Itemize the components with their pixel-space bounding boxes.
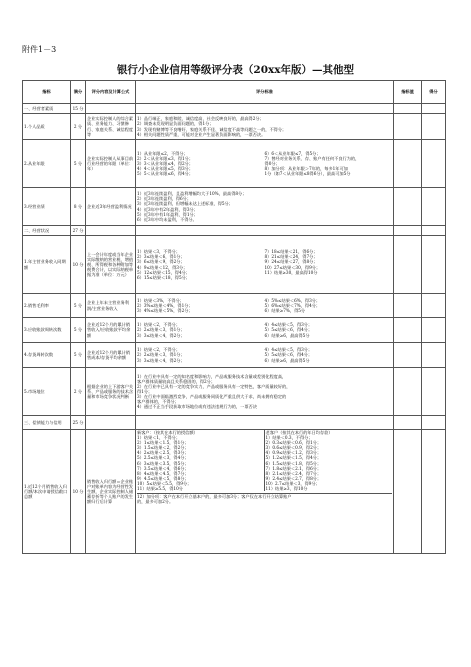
header-row [23, 81, 446, 104]
table-row [23, 368, 446, 416]
row-content: 上一会计年度或当年企业实际缴纳的营业税、增值税、所得税和各种附加等税费合计，以实际纳税单据为准（单位：万元） [86, 236, 136, 294]
row-content: 企业上年末主营业务利润/主营业务收入 [86, 294, 136, 318]
header-standard: 评分标准 [136, 81, 394, 104]
score-cell[interactable] [422, 236, 446, 294]
row-name: 1.年主营业务收入同期额 [23, 236, 71, 294]
score-cell[interactable] [422, 368, 446, 416]
row-points: 5 分 [71, 318, 86, 343]
row-content: 销售收入归行额＝企业账户对账单内容为经营性发生额，企业实际控制人储蓄存折等个人账户的发生额归行后计算 [86, 430, 136, 554]
value-cell[interactable] [394, 236, 422, 294]
section-name: 一、经营者素质 [23, 104, 71, 114]
row-points: 2 分 [71, 368, 86, 416]
table-row [23, 114, 446, 140]
row-name: 3.应收账款周转次数 [23, 318, 71, 343]
old-customer-title: 老客户（按其在本行的年日均存款） [265, 430, 333, 435]
score-cell[interactable] [422, 188, 446, 226]
row-name: 2.销售毛利率 [23, 294, 71, 318]
section-row [23, 416, 446, 430]
row-standard: 1）在行业中具有一定的知名度和影响力，产品或服务技术含量或差别化程度高， 客户群体质量较高且关系稳固的，得2分； 2）在行业中已具有一定的竞争实力，产品或服务具有一定特色，客户质量较好的， 得1分； 3）在行业中面临激烈竞争，产品或服务同质化严重且供大于求，尚未拥有稳定的 客户群体的，不得分； 4）通过不正当手段获取市场地位或有违法违规行为的，一票否决 [136, 368, 394, 416]
row-content: 根据企业的上下游客户关系、产品或服务的技术含量和市场竞争状况判断 [86, 368, 136, 416]
row-points: 5 分 [71, 294, 86, 318]
row-points: 5 分 [71, 140, 86, 188]
score-cell[interactable] [422, 318, 446, 343]
value-cell[interactable] [394, 114, 422, 140]
row-standard: 1）结果＜3%，不得分； 2）3%≤结果＜4%，得1分； 3）4%≤结果＜5%，得2分； 4）5%≤结果＜6%，得3分； 5）6%≤结果＜7%，得4分； 6）结果≥7%，得5分 [136, 294, 394, 318]
value-cell[interactable] [394, 188, 422, 226]
value-cell[interactable] [394, 318, 422, 343]
row-content: 企业近3年经营盈利情况 [86, 188, 136, 226]
row-points: 5 分 [71, 343, 86, 368]
new-customer-title: 新客户：（按其在本行的授信额） [137, 430, 198, 435]
table-row [23, 140, 446, 188]
section-row [23, 104, 446, 114]
row-standard: 1）结果＜3，不得分； 2）3≤结果＜6，得1分； 3）6≤结果＜9，得2分； 4）9≤结果＜12，得3分； 5）12≤结果＜15，得4分； 6）15≤结果＜18，得5分； 7）18≤结果＜21，得6分； 8）21≤结果＜24，得7分； 9）24≤结果＜27，得8分； 10）27≤结果＜30，得9分； 11）结果≥30，最高得10分 [136, 236, 394, 294]
section-name: 三、偿债能力与信用 [23, 416, 71, 430]
header-points: 满分 [71, 81, 86, 104]
row-name: 5.市场地位 [23, 368, 71, 416]
row-content: 企业近12个月的累计销售收入/应收账款平均余额 [86, 318, 136, 343]
row-points: 8 分 [71, 188, 86, 226]
header-score: 得分 [422, 81, 446, 104]
row-standard: 1）结果＜2，不得分； 2）2≤结果＜3，得1分； 3）3≤结果＜4，得2分； 4）4≤结果＜5，得3分； 5）5≤结果＜6，得4分； 6）结果≥6，最高得5分 [136, 343, 394, 368]
row-standard: 1）结果＜2，不得分； 2）2≤结果＜3，得1分； 3）3≤结果＜4，得2分； 4）4≤结果＜5，得3分； 5）5≤结果＜6，得4分； 6）结果≥6，最高得5分 [136, 318, 394, 343]
row-standard: 1）品行端正，家庭和睦，诚信度高，社会反映良好的，最高得2分； 2）调查未发现明显负面问题的，得1分； 3）发现有赌博等不良嗜好、家庭关系不佳、诚信度不高等问题之一的，不得分； 4）相关问题性质严重，可能对企业产生显著负面影响的，一票否决。 [136, 114, 394, 140]
row-standard: 1）近3年连续盈利，且盈利增幅均大于10%，最高得8分； 2）近3年连续盈利，得6分； 3）近3年连续盈利，但增幅未达上述标准，得5分； 4）近3年中有2年盈利，得3分； 5）近3年中有1年盈利，得1分； 6）近3年中均未盈利，不得分。 [136, 188, 394, 226]
score-cell[interactable] [422, 294, 446, 318]
section-points: 15 分 [71, 104, 86, 114]
section-name: 二、经营状况 [23, 226, 71, 236]
section-points: 25 分 [71, 416, 86, 430]
row-name: 1.近12个月销售收入归行额/本次申请授信敞口总额 [23, 430, 71, 554]
table-row [23, 430, 446, 554]
value-cell[interactable] [394, 368, 422, 416]
header-indicator: 指标 [23, 81, 71, 104]
row-name: 3.经营业绩 [23, 188, 71, 226]
row-content: 企业实际控制人的综合素质、业务能力、习惯修行、家庭关系、诚信程度等 [86, 114, 136, 140]
header-content: 评分内容及计算公式 [86, 81, 136, 104]
table-row [23, 318, 446, 343]
page-title: 银行小企业信用等级评分表（20xx年版）—其他型 [116, 64, 355, 76]
row-points: 2 分 [71, 114, 86, 140]
row-points: 10 分 [71, 430, 86, 554]
table-row [23, 294, 446, 318]
row-content: 企业近12个月的累计销售成本/存货平均余额 [86, 343, 136, 368]
value-cell[interactable] [394, 430, 422, 554]
score-cell[interactable] [422, 430, 446, 554]
value-cell[interactable] [394, 140, 422, 188]
row-name: 4.存货周转次数 [23, 343, 71, 368]
row-points: 10 分 [71, 236, 86, 294]
row-content: 企业实际控制人从事目前行业经营的年限（单位：年） [86, 140, 136, 188]
scoring-table [22, 80, 446, 554]
row-standard: 新客户：（按其在本行的授信额） 1）结果＜1，不得分； 2）1≤结果＜1.5，得1分； 3）1.5≤结果＜2，得2分； 4）2≤结果＜2.5，得3分； 5）2.5≤结果＜3，得4分； 6）3≤结果＜3.5，得5分； 7）3.5≤结果＜4，得6分； 8）4≤结果＜4.5，得7分； 9）4.5≤结果＜5，得8分； 10）5≤结果＜5.5，得9分； 11）结果≥5.5，得10分 老客户（按其在本行的年日均存款） 1）结果＜0.3，不得分； 2）0.3≤结果＜0.6，得1分； 3）0.6≤结果＜0.9，得2分； 4）0.9≤结果＜1.2，得3分； 5）1.2≤结果＜1.5，得4分； 6）1.5≤结果＜1.8，得5分； 7）1.8≤结果＜2.1，得6分； 8）2.1≤结果＜2.4，得7分； 9）2.4≤结果＜2.7，得8分； 10）2.7≤结果＜3，得9分； 11）结果≥3，得10分 12）加分项：客户在本行开立基本户的，最多可加3分；客户仅在本行开立结算账户 的，最多可加2分。 [136, 430, 394, 554]
row-name: 1.个人品质 [23, 114, 71, 140]
score-cell[interactable] [422, 140, 446, 188]
attachment-label: 附件1－3 [22, 45, 57, 54]
value-cell[interactable] [394, 294, 422, 318]
table-row [23, 236, 446, 294]
row-name: 2.从业年限 [23, 140, 71, 188]
table-row [23, 188, 446, 226]
value-cell[interactable] [394, 343, 422, 368]
score-cell[interactable] [422, 114, 446, 140]
section-row [23, 226, 446, 236]
section-points: 27 分 [71, 226, 86, 236]
score-cell[interactable] [422, 343, 446, 368]
row-standard: 1）从业年限≤2，不得分； 2）2＜从业年限≤3，得1分； 3）3＜从业年限≤4，得2分； 4）4＜从业年限≤5，得3分； 5）5＜从业年限≤6，得4分； 6）6＜从业年限≤7，得5分； 7）曾经对业务关系、存、账户有任何不良行为的， 得0分； 8）加分项：从业年限＞7年的，每多1年可加 1分（如7＜从业年限≤8得6分），最高可加5分 [136, 140, 394, 188]
header-value: 指标值 [394, 81, 422, 104]
table-row [23, 343, 446, 368]
